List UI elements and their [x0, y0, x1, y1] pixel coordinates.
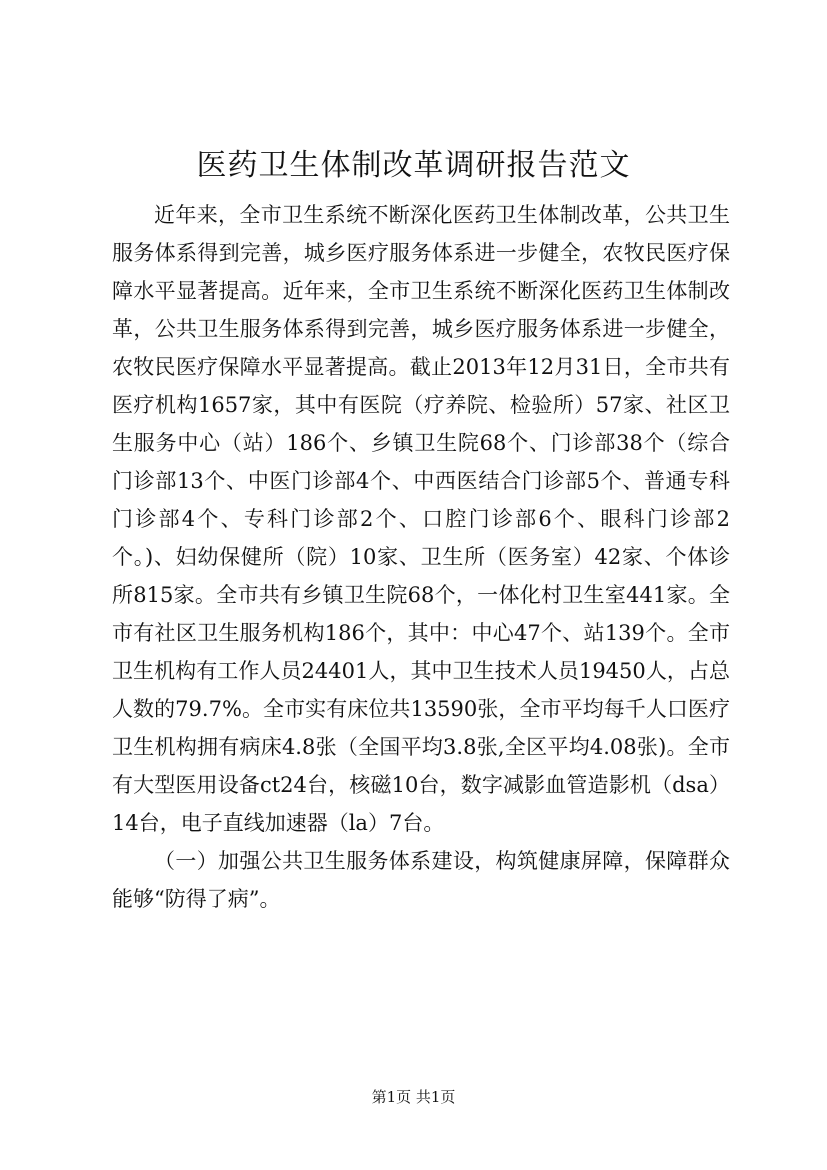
body-paragraph-1: 近年来，全市卫生系统不断深化医药卫生体制改革，公共卫生服务体系得到完善，城乡医疗服务体系进一步健全，农牧民医疗保障水平显著提高。近年来，全市卫生系统不断深化医药卫生体制改革，公共卫生服务体系得到完善，城乡医疗服务体系进一步健全，农牧民医疗保障水平显著提高。截止2013年12月31日，全市共有医疗机构1657家，其中有医院（疗养院、检验所）57家、社区卫生服务中心（站）186个、乡镇卫生院68个、门诊部38个（综合门诊部13个、中医门诊部4个、中西医结合门诊部5个、普通专科门诊部4个、专科门诊部2个、口腔门诊部6个、眼科门诊部2个。)、妇幼保健所（院）10家、卫生所（医务室）42家、个体诊所815家。全市共有乡镇卫生院68个，一体化村卫生室441家。全市有社区卫生服务机构186个，其中：中心47个、站139个。全市卫生机构有工作人员24401人，其中卫生技术人员19450人，占总人数的79.7%。全市实有床位共13590张，全市平均每千人口医疗卫生机构拥有病床4.8张（全国平均3.8张,全区平均4.08张)。全市有大型医用设备ct24台，核磁10台，数字减影血管造影机（dsa）14台，电子直线加速器（la）7台。 [112, 203, 730, 835]
page-footer: 第1页 共1页 [371, 1088, 456, 1106]
body-paragraph-2: （一）加强公共卫生服务体系建设，构筑健康屏障，保障群众能够“防得了病”。 [112, 849, 730, 911]
document-title: 医药卫生体制改革调研报告范文 [196, 148, 631, 183]
document-body [112, 196, 730, 918]
